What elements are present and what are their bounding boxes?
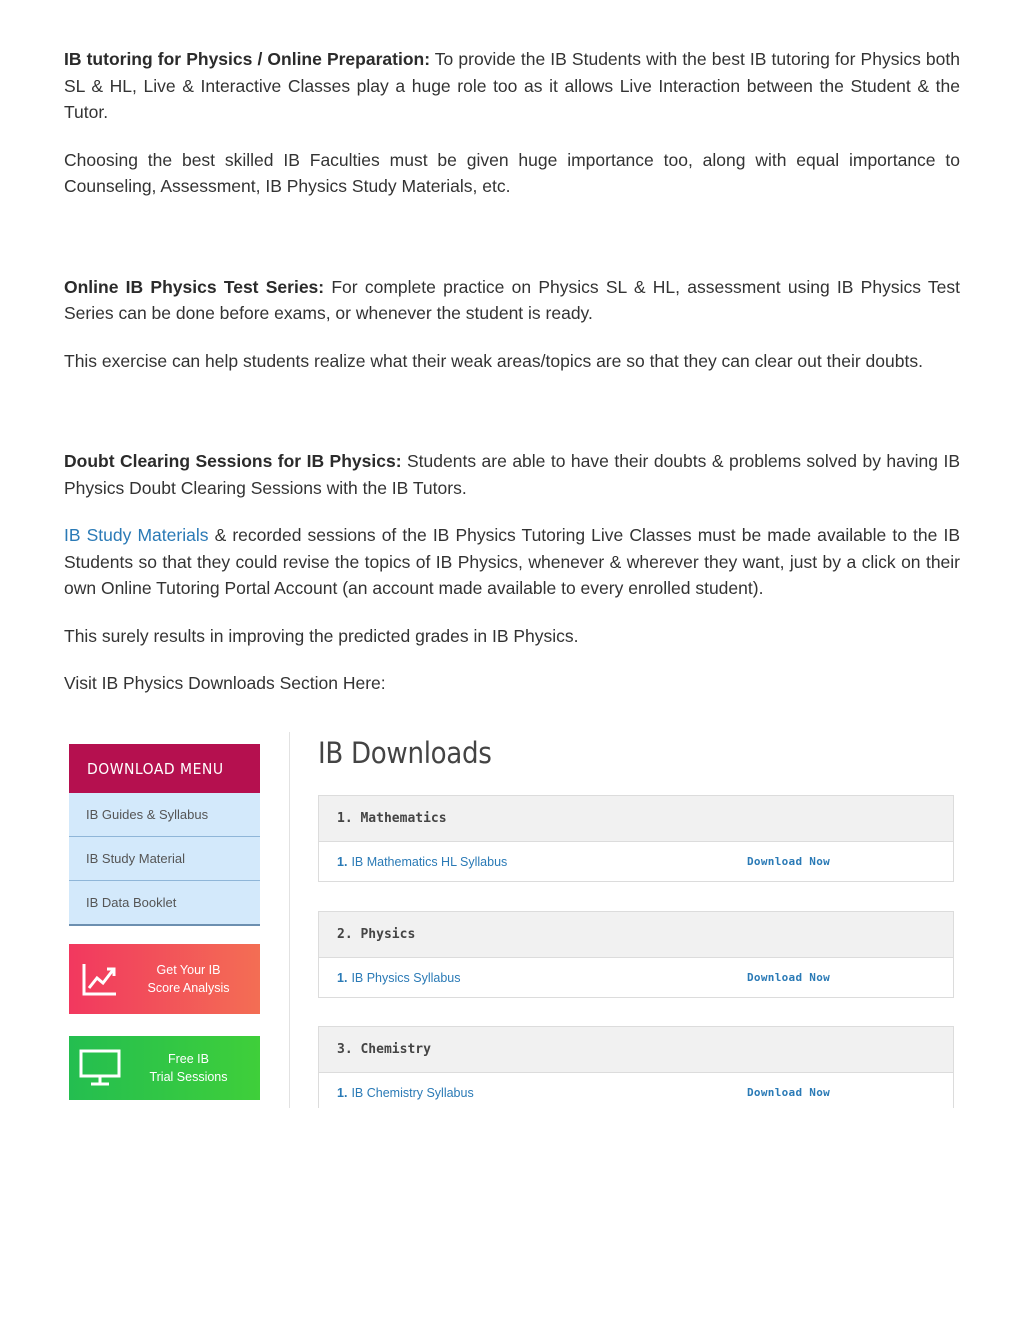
download-now-link[interactable]: Download Now	[747, 1086, 831, 1099]
section-physics	[318, 911, 954, 998]
text-test-series: For complete practice on Physics SL & HL, assessment using IB Physics Test Series can be done before exams, or whenever the student is ready.	[64, 276, 960, 323]
heading-tutoring: IB tutoring for Physics / Online Preparation:	[64, 49, 431, 69]
trial-sessions-line1: Free IB	[168, 1052, 209, 1066]
menu-item-data-booklet[interactable]: IB Data Booklet	[69, 881, 260, 926]
text-doubt-clearing: Students are able to have their doubts & problems solved by having IB Physics Doubt Clearing Sessions with the IB Tutors.	[64, 451, 960, 498]
paragraph-test-series	[64, 274, 960, 327]
row-number: 1.	[337, 970, 348, 985]
downloads-screenshot	[64, 732, 960, 1108]
section-heading: 1. Mathematics	[319, 796, 953, 842]
download-menu-header: DOWNLOAD MENU	[69, 744, 260, 793]
score-analysis-line2: Score Analysis	[147, 981, 230, 995]
section-heading: 3. Chemistry	[319, 1027, 953, 1073]
monitor-icon	[69, 1049, 131, 1087]
paragraph-visit: Visit IB Physics Downloads Section Here:	[64, 673, 386, 693]
row-number: 1.	[337, 1085, 348, 1100]
download-row	[319, 958, 953, 997]
heading-test-series: Online IB Physics Test Series:	[64, 276, 325, 297]
paragraph-grades: This surely results in improving the predicted grades in IB Physics.	[64, 625, 579, 646]
download-row	[319, 1073, 953, 1108]
paragraph-doubt-clearing	[64, 448, 960, 501]
chart-trend-icon	[69, 961, 131, 997]
paragraph-faculties: Choosing the best skilled IB Faculties must be given huge importance too, along with equal importance to Counseling, Assessment, IB Physics Study Materials, etc.	[64, 149, 960, 196]
text-study-materials: & recorded sessions of the IB Physics Tutoring Live Classes must be made available to the IB Students so that they could revise the topics of IB Physics, whenever & wherever they want, just by a click on their own Online Tutoring Portal Account (an account made available to every enrolled student).	[64, 525, 961, 598]
download-now-link[interactable]: Download Now	[747, 855, 831, 868]
article-body	[64, 46, 960, 718]
text-tutoring: To provide the IB Students with the best IB tutoring for Physics both SL & HL, Live & Interactive Classes play a huge role too as it allows Live Interaction between the Student & the Tutor.	[64, 49, 960, 122]
download-now-link[interactable]: Download Now	[747, 971, 831, 984]
download-menu	[69, 744, 260, 1100]
row-number: 1.	[337, 854, 348, 869]
menu-item-guides-syllabus[interactable]: IB Guides & Syllabus	[69, 793, 260, 837]
divider	[289, 732, 290, 1108]
score-analysis-banner[interactable]	[69, 944, 260, 1014]
menu-item-study-material[interactable]: IB Study Material	[69, 837, 260, 881]
syllabus-link[interactable]: IB Physics Syllabus	[351, 970, 461, 985]
score-analysis-line1: Get Your IB	[156, 963, 221, 977]
downloads-title: IB Downloads	[318, 736, 492, 770]
section-mathematics	[318, 795, 954, 882]
trial-sessions-banner[interactable]	[69, 1036, 260, 1100]
trial-sessions-line2: Trial Sessions	[149, 1070, 228, 1084]
section-heading: 2. Physics	[319, 912, 953, 958]
syllabus-link[interactable]: IB Chemistry Syllabus	[351, 1085, 474, 1100]
paragraph-tutoring	[64, 46, 960, 126]
heading-doubt-clearing: Doubt Clearing Sessions for IB Physics:	[64, 451, 402, 471]
syllabus-link[interactable]: IB Mathematics HL Syllabus	[351, 854, 508, 869]
download-row	[319, 842, 953, 881]
paragraph-exercise: This exercise can help students realize what their weak areas/topics are so that they can clear out their doubts.	[64, 350, 923, 371]
section-chemistry	[318, 1026, 954, 1108]
paragraph-study-materials	[64, 522, 960, 602]
study-materials-link[interactable]: IB Study Materials	[64, 525, 209, 545]
